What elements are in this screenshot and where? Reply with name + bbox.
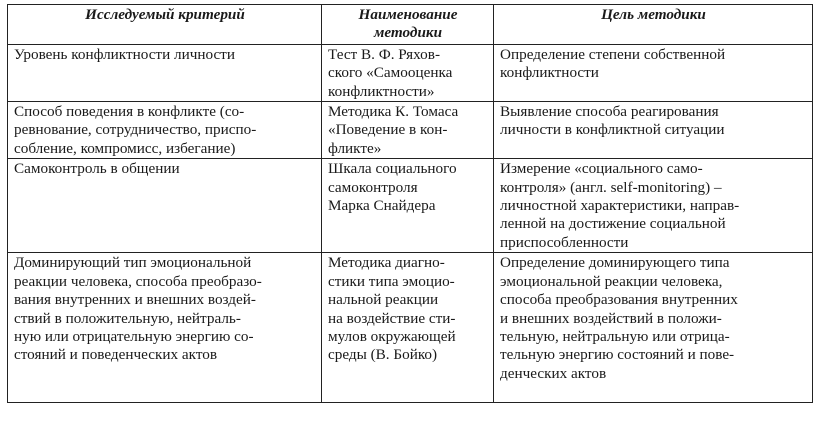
cell-goal: Определение доминирующего типа эмоциональной реакции человека, способа преобразования внутренних и внешних воздействий в положи- тельную, нейтральную или отрица- тельную энергию состояний и пове- денческих актов (494, 253, 813, 403)
cell-criterion: Доминирующий тип эмоциональной реакции человека, способа преобразо- вания внутренних и внешних воздей- ствий в положительную, нейтраль- ную или отрицательную энергию со- стояний и поведенческих актов (8, 253, 322, 403)
cell-method: Тест В. Ф. Ряхов- ского «Самооценка конфликтности» (322, 44, 494, 101)
cell-method: Методика диагно- стики типа эмоцио- нальной реакции на воздействие сти- мулов окружающей среды (В. Бойко) (322, 253, 494, 403)
cell-criterion: Самоконтроль в общении (8, 159, 322, 253)
cell-criterion: Уровень конфликтности личности (8, 44, 322, 101)
table-row (8, 159, 813, 253)
cell-goal: Определение степени собственной конфликтности (494, 44, 813, 101)
cell-goal: Выявление способа реагирования личности в конфликтной ситуации (494, 102, 813, 159)
cell-goal: Измерение «социального само- контроля» (англ. self-monitoring) – личностной характеристики, направ- ленной на достижение социальной приспособленности (494, 159, 813, 253)
methods-table (7, 4, 813, 403)
header-goal: Цель методики (494, 5, 813, 45)
cell-method: Шкала социального самоконтроля Марка Снайдера (322, 159, 494, 253)
cell-method: Методика К. Томаса «Поведение в кон- фликте» (322, 102, 494, 159)
table-row (8, 44, 813, 101)
table-row (8, 253, 813, 403)
table-header-row (8, 5, 813, 45)
table-row (8, 102, 813, 159)
cell-criterion: Способ поведения в конфликте (со- ревнование, сотрудничество, приспо- собление, компромисс, избегание) (8, 102, 322, 159)
header-criterion: Исследуемый критерий (8, 5, 322, 45)
header-method: Наименование методики (322, 5, 494, 45)
